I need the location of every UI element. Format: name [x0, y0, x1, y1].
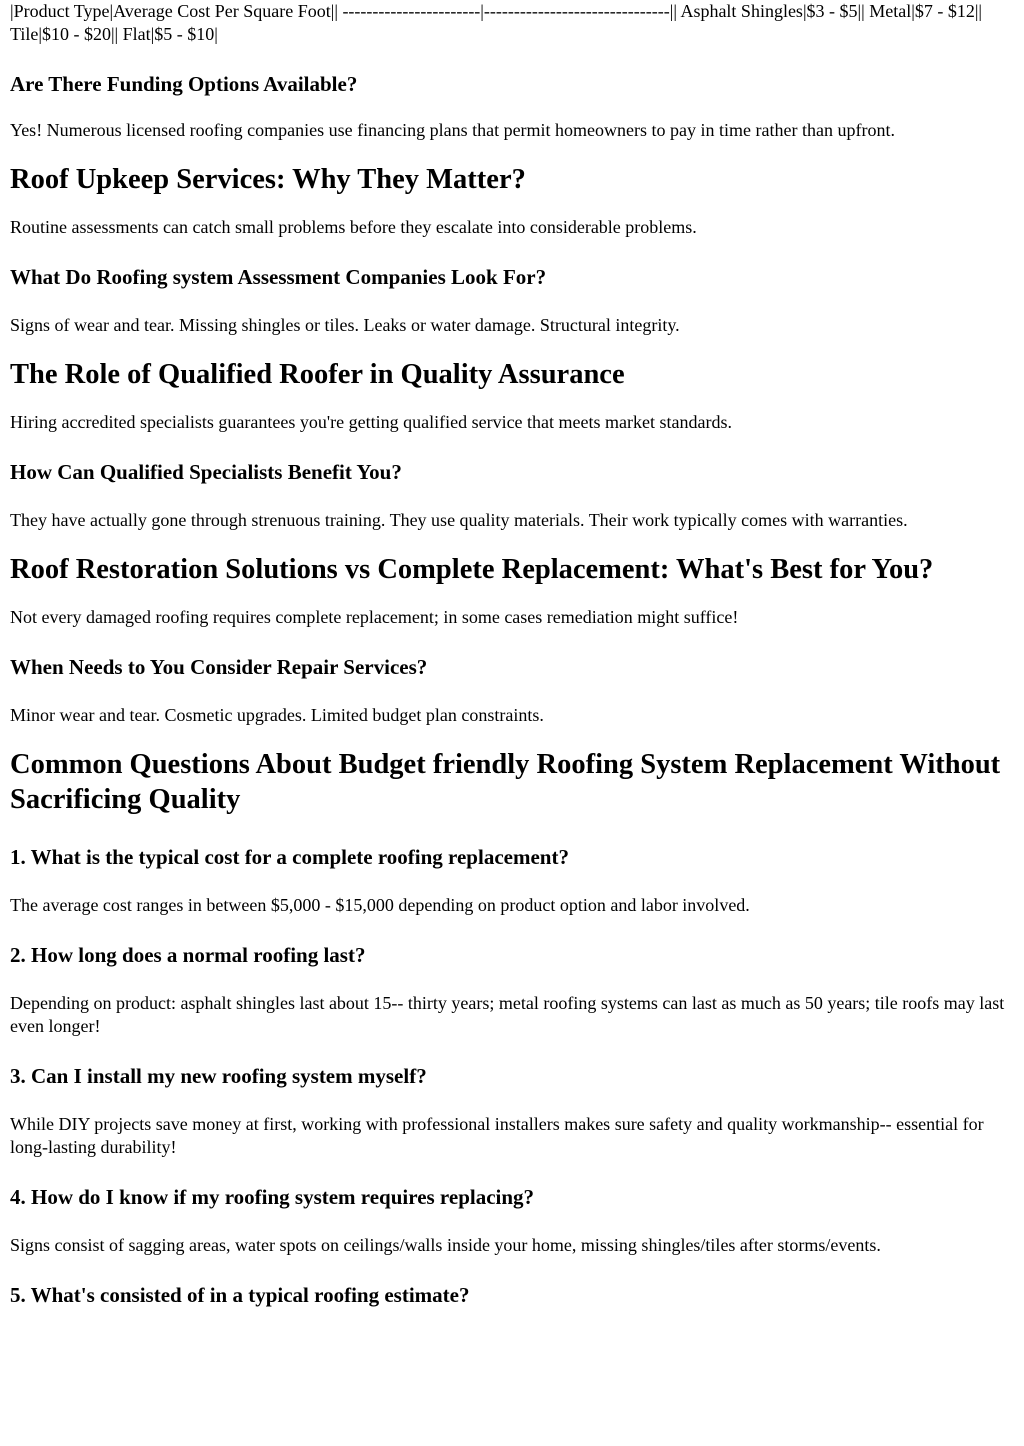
- upkeep-text: Routine assessments can catch small problems before they escalate into considerable problems.: [10, 217, 697, 237]
- faq-question-4: 4. How do I know if my roofing system requires replacing?: [10, 1185, 535, 1209]
- repair-text: Minor wear and tear. Cosmetic upgrades. Limited budget plan constraints.: [10, 705, 544, 725]
- upkeep-heading: Roof Upkeep Services: Why They Matter?: [10, 164, 526, 195]
- faq-answer-4: Signs consist of sagging areas, water spots on ceilings/walls inside your home, missing shingles/tiles after storms/events.: [10, 1235, 881, 1255]
- assessment-text: Signs of wear and tear. Missing shingles or tiles. Leaks or water damage. Structural integrity.: [10, 315, 680, 335]
- faq-question-3: 3. Can I install my new roofing system myself?: [10, 1064, 427, 1088]
- restoration-heading: Roof Restoration Solutions vs Complete Replacement: What's Best for You?: [10, 554, 934, 585]
- benefit-heading: How Can Qualified Specialists Benefit You?: [10, 460, 402, 484]
- faq-question-2: 2. How long does a normal roofing last?: [10, 943, 366, 967]
- faq-heading: Common Questions About Budget friendly Roofing System Replacement Without Sacrificing Quality: [10, 749, 1001, 815]
- faq-answer-2: Depending on product: asphalt shingles last about 15-- thirty years; metal roofing systems can last as much as 50 years; tile roofs may last even longer!: [10, 993, 1005, 1036]
- faq-question-5: 5. What's consisted of in a typical roofing estimate?: [10, 1283, 470, 1307]
- repair-heading: When Needs to You Consider Repair Services?: [10, 655, 428, 679]
- role-heading: The Role of Qualified Roofer in Quality Assurance: [10, 359, 625, 390]
- faq-question-1: 1. What is the typical cost for a complete roofing replacement?: [10, 845, 569, 869]
- funding-text: Yes! Numerous licensed roofing companies use financing plans that permit homeowners to pay in time rather than upfront.: [10, 120, 895, 140]
- benefit-text: They have actually gone through strenuous training. They use quality materials. Their work typically comes with warranties.: [10, 510, 908, 530]
- assessment-heading: What Do Roofing system Assessment Companies Look For?: [10, 265, 547, 289]
- restoration-text: Not every damaged roofing requires complete replacement; in some cases remediation might suffice!: [10, 607, 739, 627]
- funding-heading: Are There Funding Options Available?: [10, 72, 358, 96]
- faq-answer-1: The average cost ranges in between $5,000 - $15,000 depending on product option and labor involved.: [10, 895, 750, 915]
- faq-answer-3: While DIY projects save money at first, working with professional installers makes sure safety and quality workmanship-- essential for long-lasting durability!: [10, 1114, 984, 1157]
- cost-table-text: |Product Type|Average Cost Per Square Foot|| -----------------------|-------------------------------|| Asphalt Shingles|$3 - $5|| Metal|$7 - $12|| Tile|$10 - $20|| Flat|$5 - $10|: [10, 1, 983, 44]
- role-text: Hiring accredited specialists guarantees you're getting qualified service that meets market standards.: [10, 412, 732, 432]
